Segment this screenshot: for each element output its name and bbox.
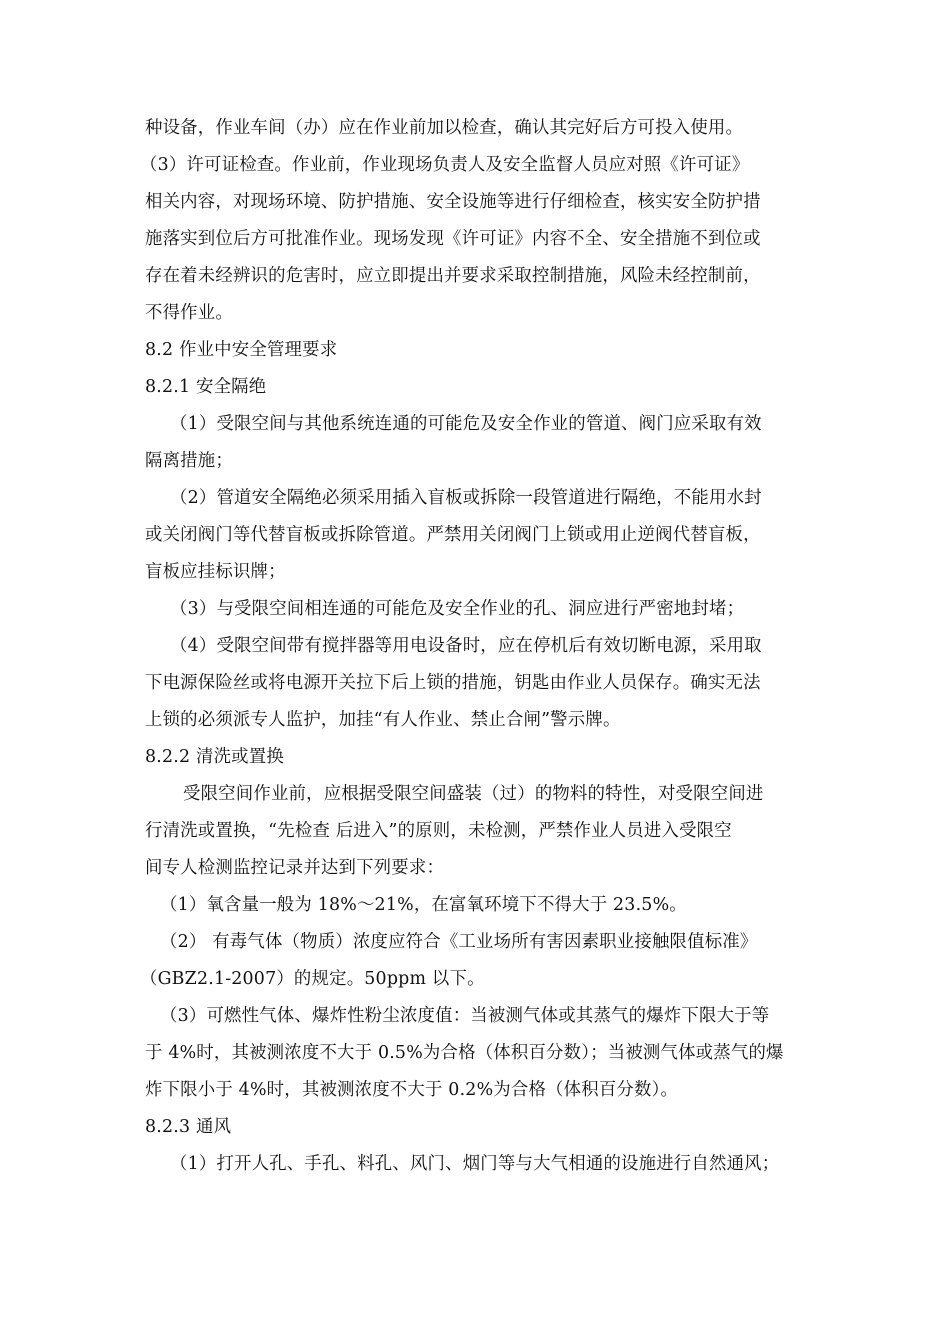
subsection-heading: 8.2.2 清洗或置换: [145, 747, 284, 767]
text-line: （2）管道安全隔绝必须采用插入盲板或拆除一段管道进行隔绝，不能用水封: [170, 488, 762, 508]
text-line: 下电源保险丝或将电源开关拉下后上锁的措施，钥匙由作业人员保存。确实无法: [145, 673, 761, 693]
text-line: （1）受限空间与其他系统连通的可能危及安全作业的管道、阀门应采取有效: [170, 414, 762, 434]
text-line: 炸下限小于 4%时，其被测浓度不大于 0.2%为合格（体积百分数）。: [145, 1080, 679, 1100]
subsection-heading: 8.2.3 通风: [145, 1117, 232, 1137]
text-line: 相关内容，对现场环境、防护措施、安全设施等进行仔细检查，核实安全防护措: [145, 192, 761, 212]
text-line: 行清洗或置换，“先检查 后进入”的原则，未检测，严禁作业人员进入受限空: [145, 821, 732, 841]
text-line: 受限空间作业前，应根据受限空间盛装（过）的物料的特性，对受限空间进: [183, 784, 764, 804]
text-line: 种设备，作业车间（办）应在作业前加以检查，确认其完好后方可投入使用。: [145, 118, 744, 138]
text-line: 间专人检测监控记录并达到下列要求：: [145, 858, 445, 878]
text-line: （GBZ2.1-2007）的规定。50ppm 以下。: [140, 969, 485, 989]
text-line: （1）氧含量一般为 18%～21%，在富氧环境下不得大于 23.5%。: [160, 895, 687, 915]
text-line: （2） 有毒气体（物质）浓度应符合《工业场所有害因素职业接触限值标准》: [160, 932, 758, 952]
text-line: （4）受限空间带有搅拌器等用电设备时，应在停机后有效切断电源，采用取: [170, 636, 762, 656]
text-line: 或关闭阀门等代替盲板或拆除管道。严禁用关闭阀门上锁或用止逆阀代替盲板，: [145, 525, 761, 545]
text-line: （1）打开人孔、手孔、料孔、风门、烟门等与大气相通的设施进行自然通风；: [170, 1154, 780, 1174]
section-heading: 8.2 作业中安全管理要求: [145, 340, 338, 360]
text-line: （3）许可证检查。作业前，作业现场负责人及安全监督人员应对照《许可证》: [140, 155, 750, 175]
text-line: 存在着未经辨识的危害时，应立即提出并要求采取控制措施，风险未经控制前，: [145, 266, 761, 286]
text-line: 于 4%时，其被测浓度不大于 0.5%为合格（体积百分数）；当被测气体或蒸气的爆: [145, 1043, 784, 1063]
text-line: （3）可燃性气体、爆炸性粉尘浓度值：当被测气体或其蒸气的爆炸下限大于等: [160, 1006, 770, 1026]
text-line: 隔离措施；: [145, 451, 233, 471]
text-line: 盲板应挂标识牌；: [145, 562, 286, 582]
text-line: 施落实到位后方可批准作业。现场发现《许可证》内容不全、安全措施不到位或: [145, 229, 761, 249]
text-line: 不得作业。: [145, 303, 233, 323]
text-line: （3）与受限空间相连通的可能危及安全作业的孔、洞应进行严密地封堵；: [170, 599, 745, 619]
subsection-heading: 8.2.1 安全隔绝: [145, 377, 267, 397]
text-line: 上锁的必须派专人监护，加挂“有人作业、禁止合闸”警示牌。: [145, 710, 621, 730]
